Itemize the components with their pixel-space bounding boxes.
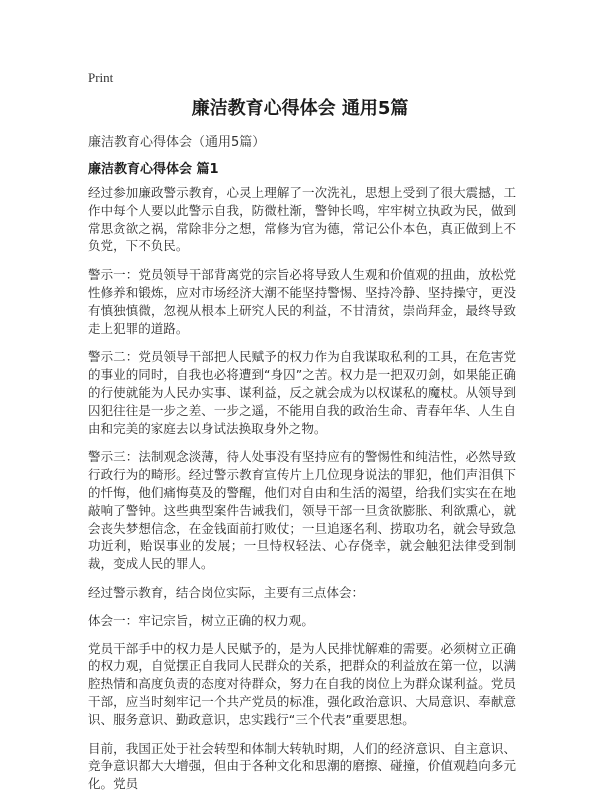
paragraph-warning-3: 警示三：法制观念淡薄，待人处事没有坚持应有的警惕性和纯洁性，必然导致行政行为的畸形。经过警示教育宣传片上几位现身说法的罪犯，他们声泪俱下的忏悔，他们痛悔莫及的警醒，他们对自由和生活的渴望，给我们实实在在地敲响了警钟。这些典型案件告诫我们，领导干部一旦贪欲膨胀、利欲熏心，就会丧失梦想信念，在金钱面前打败仗；一旦追逐名利、捞取功名，就会导致急功近利，贻误事业的发展；一旦恃权轻法、心存侥幸，就会触犯法律受到制裁，变成人民的罪人。 <box>88 449 516 572</box>
document-body <box>88 184 516 804</box>
paragraph-lesson-1-body: 党员干部手中的权力是人民赋予的，是为人民排忧解难的需要。必须树立正确的权力观，自觉摆正自我同人民群众的关系，把群众的利益放在第一位，以满腔热情和高度负责的态度对待群众，努力在自我的岗位上为群众谋利益。党员干部，应当时刻牢记一个共产党员的标准，强化政治意识、大局意识、奉献意识、服务意识、勤政意识，忠实践行“三个代表”重要思想。 <box>88 640 516 727</box>
paragraph-intro: 经过参加廉政警示教育，心灵上理解了一次洗礼，思想上受到了很大震撼，工作中每个人要以此警示自我，防微杜渐，警钟长鸣，牢牢树立执政为民，做到常思贪欲之祸，常除非分之想，常修为官为德，常记公仆本色，真正做到上不负党，下不负民。 <box>88 185 516 254</box>
paragraph-summary-intro: 经过警示教育，结合岗位实际，主要有三点体会： <box>88 584 365 600</box>
document-title: 廉洁教育心得体会 通用5篇 <box>191 98 409 119</box>
paragraph-current-situation: 目前，我国正处于社会转型和体制大转轨时期，人们的经济意识、自主意识、竞争意识都大大增强，但由于各种文化和思潮的磨擦、碰撞，价值观趋向多元化。党员 <box>88 740 516 792</box>
paragraph-warning-1: 警示一：党员领导干部背离党的宗旨必将导致人生观和价值观的扭曲，放松党性修养和锻炼，应对市场经济大潮不能坚持警惕、坚持冷静、坚持操守，更没有慎独慎微，忽视从根本上研究人民的利益，不甘清贫，崇尚拜金，最终导致走上犯罪的道路。 <box>88 267 516 336</box>
paragraph-lesson-1-heading: 体会一：牢记宗旨，树立正确的权力观。 <box>88 612 314 628</box>
paragraph-warning-2: 警示二：党员领导干部把人民赋予的权力作为自我谋取私利的工具，在危害党的事业的同时，自我也必将遭到“身囚”之苦。权力是一把双刃剑，如果能正确的行使就能为人民办实事、谋利益，反之就会成为以权谋私的魔杖。从领导到囚犯往往是一步之差、一步之遥，不能用自我的政治生命、青春年华、人生自由和完美的家庭去以身试法换取身外之物。 <box>88 349 516 436</box>
print-link[interactable]: Print <box>88 70 114 85</box>
section-heading: 廉洁教育心得体会 篇1 <box>88 162 219 177</box>
document-subtitle: 廉洁教育心得体会（通用5篇） <box>88 135 266 150</box>
